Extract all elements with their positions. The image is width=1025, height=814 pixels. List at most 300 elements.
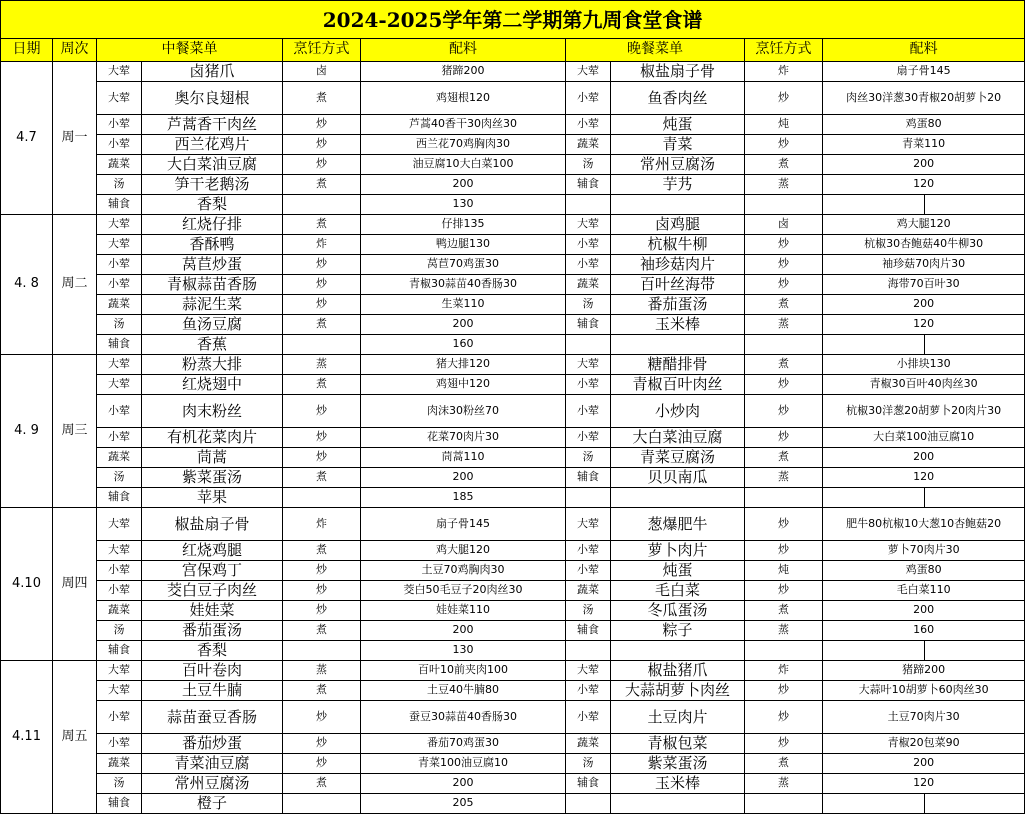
lunch-ingredients: 200: [361, 774, 566, 794]
empty-cell: [925, 794, 1025, 814]
header-lunch-menu: 中餐菜单: [97, 39, 283, 62]
dinner-ingredients: 青椒20包菜90: [823, 734, 1025, 754]
lunch-ingredients: 猪蹄200: [361, 62, 566, 82]
lunch-ingredients: 西兰花70鸡胸肉30: [361, 135, 566, 155]
lunch-cooking-method: 炒: [283, 734, 361, 754]
dinner-ingredients: 萝卜70肉片30: [823, 541, 1025, 561]
lunch-cooking-method: 炒: [283, 561, 361, 581]
empty-cell: [823, 641, 925, 661]
dinner-cooking-method: 蒸: [745, 468, 823, 488]
lunch-dish-type: 小荤: [97, 701, 142, 734]
lunch-dish-name: 奥尔良翅根: [142, 82, 283, 115]
table-row: [1, 82, 1025, 115]
dinner-dish-name: 椒盐猪爪: [611, 661, 745, 681]
empty-cell: [745, 335, 823, 355]
empty-cell: [823, 195, 925, 215]
table-row: [1, 774, 1025, 794]
lunch-dish-type: 大荤: [97, 541, 142, 561]
empty-cell: [566, 335, 611, 355]
dinner-dish-type: 蔬菜: [566, 581, 611, 601]
lunch-dish-type: 大荤: [97, 375, 142, 395]
lunch-cooking-method: 炒: [283, 581, 361, 601]
lunch-dish-name: 芦蒿香干肉丝: [142, 115, 283, 135]
lunch-ingredients: 130: [361, 641, 566, 661]
day-weekday: 周三: [53, 355, 97, 508]
dinner-cooking-method: 炸: [745, 62, 823, 82]
dinner-cooking-method: 炒: [745, 734, 823, 754]
empty-cell: [925, 488, 1025, 508]
lunch-ingredients: 百叶10前夹肉100: [361, 661, 566, 681]
dinner-cooking-method: 炒: [745, 541, 823, 561]
lunch-dish-type: 汤: [97, 315, 142, 335]
lunch-ingredients: 160: [361, 335, 566, 355]
dinner-cooking-method: 炒: [745, 375, 823, 395]
lunch-dish-type: 辅食: [97, 195, 142, 215]
lunch-cooking-method: 炒: [283, 275, 361, 295]
lunch-dish-name: 茭白豆子肉丝: [142, 581, 283, 601]
lunch-ingredients: 茼蒿110: [361, 448, 566, 468]
table-row: [1, 255, 1025, 275]
lunch-cooking-method: 煮: [283, 774, 361, 794]
dinner-dish-name: 玉米棒: [611, 774, 745, 794]
lunch-cooking-method: 炒: [283, 255, 361, 275]
dinner-dish-name: 冬瓜蛋汤: [611, 601, 745, 621]
header-lunch-method: 烹饪方式: [283, 39, 361, 62]
empty-cell: [925, 335, 1025, 355]
dinner-cooking-method: 蒸: [745, 621, 823, 641]
lunch-dish-name: 笋干老鹅汤: [142, 175, 283, 195]
lunch-cooking-method: [283, 641, 361, 661]
empty-cell: [745, 794, 823, 814]
dinner-dish-name: 大白菜油豆腐: [611, 428, 745, 448]
dinner-dish-name: 大蒜胡萝卜肉丝: [611, 681, 745, 701]
header-date: 日期: [1, 39, 53, 62]
lunch-dish-type: 大荤: [97, 508, 142, 541]
lunch-cooking-method: 炒: [283, 448, 361, 468]
dinner-cooking-method: 煮: [745, 448, 823, 468]
table-row: [1, 794, 1025, 814]
lunch-ingredients: 芦蒿40香干30肉丝30: [361, 115, 566, 135]
dinner-dish-name: 青椒百叶肉丝: [611, 375, 745, 395]
dinner-ingredients: 杭椒30洋葱20胡萝卜20肉片30: [823, 395, 1025, 428]
lunch-dish-name: 椒盐扇子骨: [142, 508, 283, 541]
lunch-ingredients: 鸡翅根120: [361, 82, 566, 115]
table-row: [1, 195, 1025, 215]
dinner-ingredients: 鸡大腿120: [823, 215, 1025, 235]
dinner-ingredients: 毛白菜110: [823, 581, 1025, 601]
lunch-dish-type: 辅食: [97, 641, 142, 661]
dinner-cooking-method: 炒: [745, 235, 823, 255]
lunch-ingredients: 青椒30蒜苗40香肠30: [361, 275, 566, 295]
header-weekday: 周次: [53, 39, 97, 62]
table-row: [1, 155, 1025, 175]
table-row: [1, 62, 1025, 82]
table-row: [1, 235, 1025, 255]
empty-cell: [611, 794, 745, 814]
lunch-cooking-method: 炒: [283, 601, 361, 621]
lunch-cooking-method: 煮: [283, 468, 361, 488]
dinner-dish-name: 炖蛋: [611, 115, 745, 135]
table-row: [1, 661, 1025, 681]
lunch-dish-name: 土豆牛腩: [142, 681, 283, 701]
lunch-dish-name: 有机花菜肉片: [142, 428, 283, 448]
header-dinner-method: 烹饪方式: [745, 39, 823, 62]
table-row: [1, 175, 1025, 195]
lunch-cooking-method: [283, 488, 361, 508]
lunch-dish-type: 小荤: [97, 581, 142, 601]
day-date: 4. 9: [1, 355, 53, 508]
lunch-dish-name: 青椒蒜苗香肠: [142, 275, 283, 295]
lunch-dish-name: 西兰花鸡片: [142, 135, 283, 155]
table-row: [1, 601, 1025, 621]
dinner-dish-type: 小荤: [566, 701, 611, 734]
day-weekday: 周二: [53, 215, 97, 355]
dinner-ingredients: 120: [823, 315, 1025, 335]
dinner-dish-name: 葱爆肥牛: [611, 508, 745, 541]
table-row: [1, 508, 1025, 541]
lunch-dish-name: 肉末粉丝: [142, 395, 283, 428]
lunch-cooking-method: 炸: [283, 235, 361, 255]
header-dinner-ingredients: 配料: [823, 39, 1025, 62]
lunch-dish-name: 常州豆腐汤: [142, 774, 283, 794]
day-date: 4. 8: [1, 215, 53, 355]
empty-cell: [745, 641, 823, 661]
lunch-ingredients: 青菜100油豆腐10: [361, 754, 566, 774]
dinner-dish-name: 芋艿: [611, 175, 745, 195]
menu-body: [1, 62, 1025, 814]
lunch-dish-name: 香梨: [142, 641, 283, 661]
lunch-ingredients: 200: [361, 315, 566, 335]
lunch-dish-type: 小荤: [97, 395, 142, 428]
table-row: [1, 468, 1025, 488]
dinner-dish-type: 大荤: [566, 215, 611, 235]
lunch-dish-type: 小荤: [97, 734, 142, 754]
dinner-ingredients: 160: [823, 621, 1025, 641]
dinner-ingredients: 海带70百叶30: [823, 275, 1025, 295]
dinner-cooking-method: 炒: [745, 428, 823, 448]
lunch-dish-type: 大荤: [97, 235, 142, 255]
empty-cell: [745, 195, 823, 215]
lunch-dish-type: 大荤: [97, 215, 142, 235]
dinner-dish-name: 杭椒牛柳: [611, 235, 745, 255]
dinner-dish-name: 粽子: [611, 621, 745, 641]
dinner-dish-name: 土豆肉片: [611, 701, 745, 734]
lunch-dish-name: 莴苣炒蛋: [142, 255, 283, 275]
dinner-dish-name: 鱼香肉丝: [611, 82, 745, 115]
page-title: 2024-2025学年第二学期第九周食堂食谱: [1, 1, 1025, 39]
lunch-dish-name: 苹果: [142, 488, 283, 508]
dinner-cooking-method: 煮: [745, 601, 823, 621]
lunch-dish-type: 大荤: [97, 661, 142, 681]
empty-cell: [745, 488, 823, 508]
dinner-dish-type: 蔬菜: [566, 734, 611, 754]
dinner-dish-type: 小荤: [566, 395, 611, 428]
lunch-ingredients: 205: [361, 794, 566, 814]
dinner-dish-name: 青椒包菜: [611, 734, 745, 754]
lunch-cooking-method: 炒: [283, 754, 361, 774]
lunch-ingredients: 200: [361, 621, 566, 641]
dinner-dish-type: 小荤: [566, 681, 611, 701]
dinner-cooking-method: 卤: [745, 215, 823, 235]
dinner-dish-type: 小荤: [566, 255, 611, 275]
lunch-dish-type: 大荤: [97, 62, 142, 82]
dinner-ingredients: 120: [823, 468, 1025, 488]
lunch-dish-type: 汤: [97, 621, 142, 641]
lunch-dish-name: 大白菜油豆腐: [142, 155, 283, 175]
dinner-ingredients: 鸡蛋80: [823, 115, 1025, 135]
day-date: 4.10: [1, 508, 53, 661]
dinner-dish-name: 糖醋排骨: [611, 355, 745, 375]
lunch-dish-type: 大荤: [97, 681, 142, 701]
dinner-dish-name: 青菜豆腐汤: [611, 448, 745, 468]
lunch-dish-type: 小荤: [97, 428, 142, 448]
dinner-ingredients: 青菜110: [823, 135, 1025, 155]
empty-cell: [566, 195, 611, 215]
dinner-dish-name: 椒盐扇子骨: [611, 62, 745, 82]
lunch-dish-name: 青菜油豆腐: [142, 754, 283, 774]
lunch-cooking-method: [283, 335, 361, 355]
dinner-cooking-method: 蒸: [745, 315, 823, 335]
dinner-ingredients: 土豆70肉片30: [823, 701, 1025, 734]
day-weekday: 周一: [53, 62, 97, 215]
dinner-cooking-method: 炒: [745, 508, 823, 541]
dinner-dish-name: 小炒肉: [611, 395, 745, 428]
lunch-ingredients: 鸡大腿120: [361, 541, 566, 561]
dinner-dish-name: 袖珍菇肉片: [611, 255, 745, 275]
dinner-dish-name: 卤鸡腿: [611, 215, 745, 235]
table-row: [1, 641, 1025, 661]
dinner-dish-type: 汤: [566, 295, 611, 315]
dinner-ingredients: 200: [823, 448, 1025, 468]
table-row: [1, 734, 1025, 754]
day-date: 4.7: [1, 62, 53, 215]
lunch-ingredients: 茭白50毛豆子20肉丝30: [361, 581, 566, 601]
lunch-dish-type: 汤: [97, 468, 142, 488]
dinner-ingredients: 肥牛80杭椒10大葱10杏鲍菇20: [823, 508, 1025, 541]
lunch-cooking-method: 蒸: [283, 661, 361, 681]
table-row: [1, 135, 1025, 155]
day-weekday: 周四: [53, 508, 97, 661]
lunch-dish-name: 卤猪爪: [142, 62, 283, 82]
empty-cell: [566, 488, 611, 508]
lunch-cooking-method: 炒: [283, 428, 361, 448]
dinner-dish-type: 小荤: [566, 541, 611, 561]
table-row: [1, 428, 1025, 448]
dinner-dish-type: 汤: [566, 754, 611, 774]
lunch-cooking-method: 炒: [283, 135, 361, 155]
lunch-dish-name: 粉蒸大排: [142, 355, 283, 375]
lunch-dish-type: 辅食: [97, 335, 142, 355]
lunch-dish-type: 小荤: [97, 135, 142, 155]
lunch-dish-type: 汤: [97, 774, 142, 794]
empty-cell: [925, 641, 1025, 661]
dinner-dish-type: 辅食: [566, 175, 611, 195]
lunch-dish-name: 鱼汤豆腐: [142, 315, 283, 335]
table-row: [1, 355, 1025, 375]
lunch-ingredients: 肉沫30粉丝70: [361, 395, 566, 428]
lunch-dish-name: 香酥鸭: [142, 235, 283, 255]
empty-cell: [611, 335, 745, 355]
dinner-dish-type: 大荤: [566, 355, 611, 375]
table-row: [1, 335, 1025, 355]
lunch-ingredients: 油豆腐10大白菜100: [361, 155, 566, 175]
lunch-cooking-method: 蒸: [283, 355, 361, 375]
dinner-dish-name: 贝贝南瓜: [611, 468, 745, 488]
lunch-dish-name: 百叶卷肉: [142, 661, 283, 681]
dinner-dish-type: 大荤: [566, 661, 611, 681]
dinner-ingredients: 肉丝30洋葱30青椒20胡萝卜20: [823, 82, 1025, 115]
dinner-cooking-method: 炒: [745, 275, 823, 295]
lunch-dish-type: 小荤: [97, 255, 142, 275]
table-row: [1, 681, 1025, 701]
header-lunch-ingredients: 配料: [361, 39, 566, 62]
lunch-cooking-method: 炒: [283, 701, 361, 734]
dinner-dish-type: 辅食: [566, 621, 611, 641]
dinner-dish-type: 大荤: [566, 508, 611, 541]
dinner-ingredients: 200: [823, 155, 1025, 175]
dinner-dish-type: 蔬菜: [566, 275, 611, 295]
lunch-cooking-method: 炸: [283, 508, 361, 541]
lunch-dish-type: 蔬菜: [97, 295, 142, 315]
lunch-cooking-method: 炒: [283, 395, 361, 428]
empty-cell: [611, 488, 745, 508]
day-weekday: 周五: [53, 661, 97, 814]
day-date: 4.11: [1, 661, 53, 814]
lunch-dish-name: 红烧仔排: [142, 215, 283, 235]
dinner-ingredients: 200: [823, 601, 1025, 621]
lunch-cooking-method: 卤: [283, 62, 361, 82]
lunch-ingredients: 娃娃菜110: [361, 601, 566, 621]
dinner-ingredients: 小排块130: [823, 355, 1025, 375]
table-row: [1, 621, 1025, 641]
header-dinner-menu: 晚餐菜单: [566, 39, 745, 62]
dinner-cooking-method: 炒: [745, 581, 823, 601]
empty-cell: [611, 641, 745, 661]
lunch-ingredients: 鸭边腿130: [361, 235, 566, 255]
dinner-dish-type: 小荤: [566, 428, 611, 448]
lunch-dish-type: 小荤: [97, 275, 142, 295]
dinner-dish-name: 常州豆腐汤: [611, 155, 745, 175]
lunch-dish-type: 蔬菜: [97, 754, 142, 774]
dinner-dish-name: 百叶丝海带: [611, 275, 745, 295]
lunch-dish-type: 大荤: [97, 82, 142, 115]
dinner-dish-type: 汤: [566, 448, 611, 468]
dinner-cooking-method: 炒: [745, 701, 823, 734]
lunch-ingredients: 185: [361, 488, 566, 508]
empty-cell: [611, 195, 745, 215]
dinner-cooking-method: 煮: [745, 155, 823, 175]
dinner-dish-type: 大荤: [566, 62, 611, 82]
lunch-ingredients: 仔排135: [361, 215, 566, 235]
table-row: [1, 448, 1025, 468]
lunch-dish-name: 番茄蛋汤: [142, 621, 283, 641]
lunch-dish-name: 蒜苗蚕豆香肠: [142, 701, 283, 734]
dinner-dish-name: 炖蛋: [611, 561, 745, 581]
dinner-ingredients: 大蒜叶10胡萝卜60肉丝30: [823, 681, 1025, 701]
table-row: [1, 541, 1025, 561]
dinner-cooking-method: 炒: [745, 82, 823, 115]
dinner-dish-name: 萝卜肉片: [611, 541, 745, 561]
lunch-dish-type: 蔬菜: [97, 448, 142, 468]
lunch-ingredients: 200: [361, 468, 566, 488]
dinner-cooking-method: 炸: [745, 661, 823, 681]
dinner-ingredients: 200: [823, 295, 1025, 315]
empty-cell: [823, 335, 925, 355]
table-row: [1, 275, 1025, 295]
lunch-cooking-method: 煮: [283, 621, 361, 641]
dinner-dish-type: 小荤: [566, 235, 611, 255]
dinner-cooking-method: 炒: [745, 135, 823, 155]
dinner-dish-type: 辅食: [566, 468, 611, 488]
lunch-ingredients: 土豆40牛腩80: [361, 681, 566, 701]
empty-cell: [566, 641, 611, 661]
dinner-cooking-method: 煮: [745, 355, 823, 375]
dinner-dish-name: 番茄蛋汤: [611, 295, 745, 315]
lunch-cooking-method: 煮: [283, 175, 361, 195]
dinner-dish-type: 小荤: [566, 82, 611, 115]
lunch-cooking-method: 炒: [283, 155, 361, 175]
lunch-ingredients: 200: [361, 175, 566, 195]
lunch-dish-type: 辅食: [97, 488, 142, 508]
lunch-ingredients: 130: [361, 195, 566, 215]
lunch-dish-name: 茼蒿: [142, 448, 283, 468]
dinner-dish-type: 辅食: [566, 774, 611, 794]
dinner-ingredients: 120: [823, 774, 1025, 794]
dinner-dish-type: 小荤: [566, 115, 611, 135]
lunch-cooking-method: [283, 195, 361, 215]
lunch-dish-name: 娃娃菜: [142, 601, 283, 621]
lunch-dish-name: 橙子: [142, 794, 283, 814]
lunch-ingredients: 鸡翅中120: [361, 375, 566, 395]
table-row: [1, 315, 1025, 335]
lunch-ingredients: 扇子骨145: [361, 508, 566, 541]
table-row: [1, 754, 1025, 774]
dinner-cooking-method: 炒: [745, 255, 823, 275]
dinner-ingredients: 200: [823, 754, 1025, 774]
dinner-dish-type: 小荤: [566, 561, 611, 581]
dinner-cooking-method: 炖: [745, 115, 823, 135]
lunch-dish-name: 蒜泥生菜: [142, 295, 283, 315]
lunch-dish-name: 红烧翅中: [142, 375, 283, 395]
lunch-ingredients: 土豆70鸡胸肉30: [361, 561, 566, 581]
dinner-dish-name: 玉米棒: [611, 315, 745, 335]
lunch-cooking-method: 煮: [283, 681, 361, 701]
dinner-cooking-method: 蒸: [745, 774, 823, 794]
dinner-dish-type: 小荤: [566, 375, 611, 395]
lunch-cooking-method: 煮: [283, 82, 361, 115]
table-row: [1, 295, 1025, 315]
dinner-ingredients: 大白菜100油豆腐10: [823, 428, 1025, 448]
dinner-ingredients: 120: [823, 175, 1025, 195]
dinner-ingredients: 猪蹄200: [823, 661, 1025, 681]
lunch-cooking-method: 煮: [283, 215, 361, 235]
table-row: [1, 581, 1025, 601]
lunch-cooking-method: 炒: [283, 115, 361, 135]
table-row: [1, 215, 1025, 235]
lunch-ingredients: 生菜110: [361, 295, 566, 315]
dinner-ingredients: 鸡蛋80: [823, 561, 1025, 581]
dinner-dish-name: 紫菜蛋汤: [611, 754, 745, 774]
dinner-cooking-method: 煮: [745, 754, 823, 774]
dinner-cooking-method: 炖: [745, 561, 823, 581]
dinner-cooking-method: 煮: [745, 295, 823, 315]
lunch-dish-type: 辅食: [97, 794, 142, 814]
lunch-dish-type: 小荤: [97, 115, 142, 135]
lunch-ingredients: 番茄70鸡蛋30: [361, 734, 566, 754]
dinner-dish-name: 毛白菜: [611, 581, 745, 601]
lunch-dish-type: 汤: [97, 175, 142, 195]
lunch-dish-name: 香蕉: [142, 335, 283, 355]
